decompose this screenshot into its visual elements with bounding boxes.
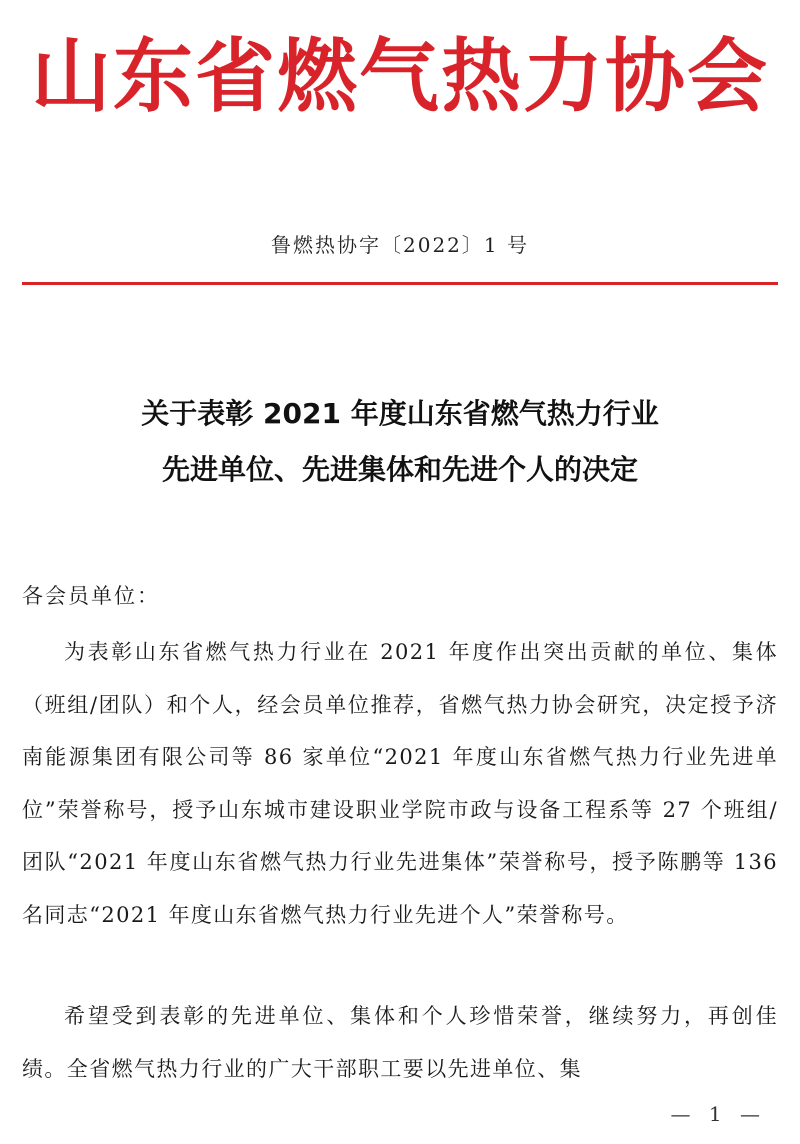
organization-header: 山东省燃气热力协会 [31, 30, 769, 123]
document-title-line-1: 关于表彰 2021 年度山东省燃气热力行业 [141, 397, 659, 430]
page-number: — 1 — [670, 1102, 766, 1126]
document-number: 鲁燃热协字〔2022〕1 号 [271, 233, 529, 257]
document-title [0, 386, 800, 498]
body-paragraph-2: 希望受到表彰的先进单位、集体和个人珍惜荣誉，继续努力，再创佳绩。全省燃气热力行业的广大干部职工要以先进单位、集 [22, 1004, 778, 1081]
body-paragraph-1: 为表彰山东省燃气热力行业在 2021 年度作出突出贡献的单位、集体（班组/团队）和个人，经会员单位推荐，省燃气热力协会研究，决定授予济南能源集团有限公司等 86 家单位“2021 年度山东省燃气热力行业先进单位”荣誉称号，授予山东城市建设职业学院市政与设备工程系等 27 个班组/团队“2021 年度山东省燃气热力行业先进集体”荣誉称号，授予陈鹏等 136 名同志“2021 年度山东省燃气热力行业先进个人”荣誉称号。 [22, 640, 778, 927]
salutation: 各会员单位： [22, 584, 160, 608]
document-title-line-2: 先进单位、先进集体和先进个人的决定 [161, 453, 638, 486]
red-divider-line [22, 282, 778, 285]
